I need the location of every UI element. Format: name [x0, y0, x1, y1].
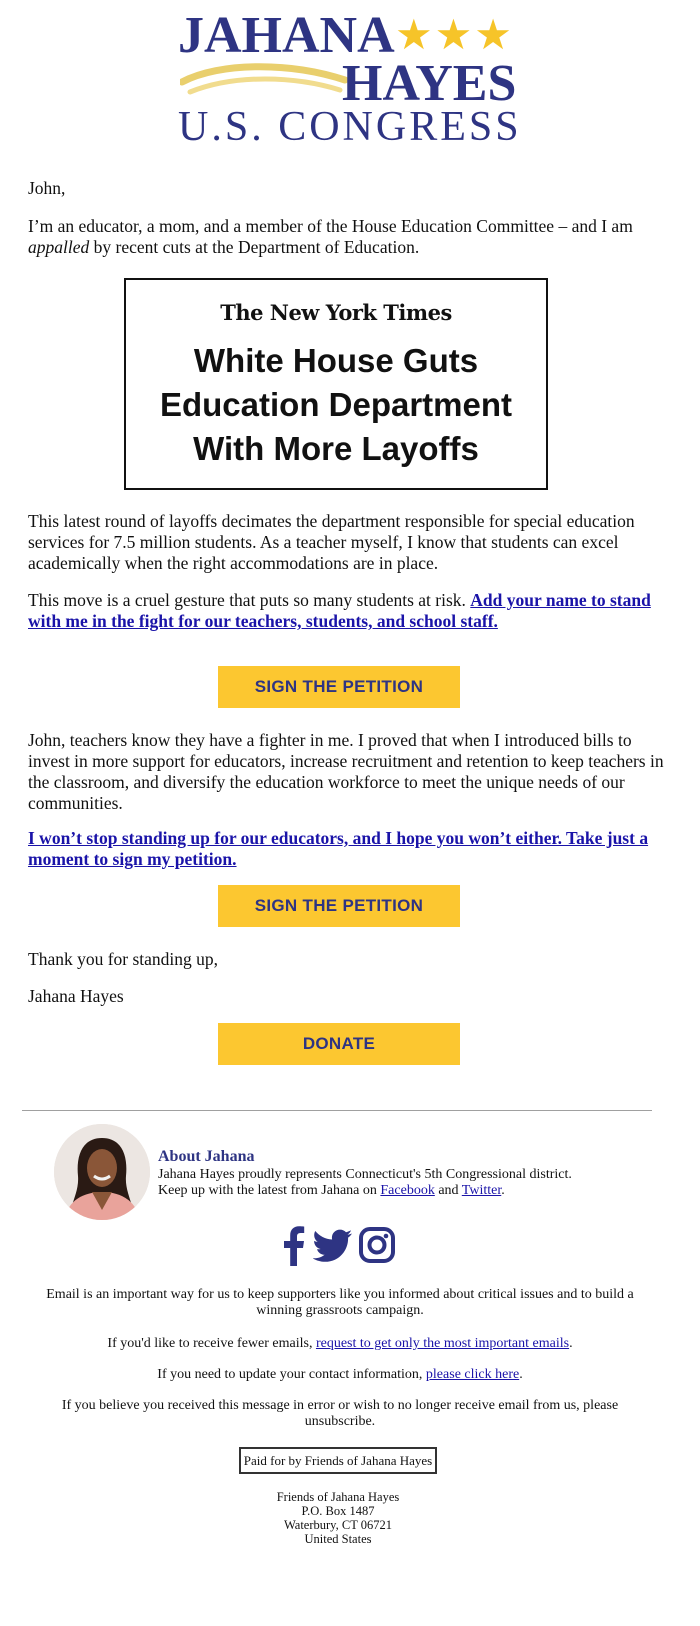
facebook-link[interactable]: Facebook: [380, 1183, 435, 1198]
nyt-masthead: The New York Times: [220, 300, 452, 325]
email-importance-note: Email is an important way for us to keep supporters like you informed about critical issues and to build a winning grassroots campaign.: [46, 1287, 634, 1318]
add-your-name-link[interactable]: Add your name to stand with me in the fight for our teachers, students, and school staff.: [28, 590, 651, 631]
unsubscribe-note: If you believe you received this message in error or wish to no longer receive email from us, please unsubscribe.: [61, 1398, 619, 1429]
instagram-icon[interactable]: [359, 1224, 395, 1266]
logo-last-name: HAYES: [342, 55, 517, 112]
about-and: and: [434, 1183, 462, 1198]
portrait-image: [54, 1124, 150, 1220]
nyt-headline-card: [124, 278, 548, 490]
about-line-2-text: Keep up with the latest from Jahana on: [158, 1183, 381, 1198]
update-contact-period: .: [519, 1367, 523, 1382]
fewer-emails-link[interactable]: request to get only the most important emails: [315, 1336, 570, 1351]
about-title: About Jahana: [158, 1148, 255, 1165]
about-line-1: Jahana Hayes proudly represents Connecticut's 5th Congressional district.: [158, 1167, 572, 1182]
about-line-2: [158, 1183, 638, 1199]
about-period: .: [501, 1183, 505, 1198]
logo-stars: ★★★: [395, 10, 514, 59]
address-line: Waterbury, CT 06721: [283, 1518, 392, 1532]
address-line: P.O. Box 1487: [301, 1504, 375, 1518]
fewer-emails-text: If you'd like to receive fewer emails,: [107, 1336, 316, 1351]
address-line: United States: [304, 1532, 372, 1546]
logo-first-name: JAHANA: [178, 7, 395, 64]
sign-petition-button[interactable]: SIGN THE PETITION: [218, 666, 460, 708]
twitter-link[interactable]: Twitter: [461, 1183, 502, 1198]
fighter-paragraph: John, teachers know they have a fighter in me. I proved that when I introduced bills to invest in more support for educators, increase recruitment and retention to keep teachers in the classroom, and diversify the education workforce to meet the unique needs of our communities.: [28, 730, 664, 813]
mailing-address: [200, 1490, 476, 1546]
logo-office: U.S. CONGRESS: [178, 104, 522, 150]
layoffs-paragraph: This latest round of layoffs decimates the department responsible for special education services for 7.5 million students. As a teacher myself, I know that students can excel academically when the right accommodations are in place.: [28, 511, 635, 573]
about-text: [158, 1167, 638, 1199]
greeting: John,: [28, 178, 66, 198]
thanks-text: Thank you for standing up,: [28, 949, 219, 969]
nyt-headline: White House Guts Education Department With More Layoffs: [159, 342, 513, 467]
paid-for-disclaimer: Paid for by Friends of Jahana Hayes: [239, 1447, 437, 1474]
twitter-icon[interactable]: [313, 1224, 353, 1266]
cta-paragraph: [28, 828, 668, 870]
footer-divider: [22, 1110, 652, 1111]
donate-button[interactable]: DONATE: [218, 1023, 460, 1065]
sign-petition-link[interactable]: I won’t stop standing up for our educators, and I hope you won’t either. Take just a moment to sign my petition.: [28, 828, 649, 869]
cruel-gesture-text: This move is a cruel gesture that puts so many students at risk.: [28, 590, 471, 610]
update-contact-note: [40, 1367, 640, 1383]
intro-text-end: by recent cuts at the Department of Education.: [89, 237, 420, 257]
address-line: Friends of Jahana Hayes: [276, 1490, 400, 1504]
logo-swoosh-graphic: [180, 60, 350, 100]
update-contact-text: If you need to update your contact information,: [157, 1367, 426, 1382]
fewer-emails-note: [40, 1336, 640, 1352]
intro-emphasis: appalled: [28, 237, 90, 257]
facebook-icon[interactable]: [282, 1224, 306, 1266]
update-contact-link[interactable]: please click here: [425, 1367, 520, 1382]
intro-paragraph: [28, 216, 668, 258]
avatar: [54, 1124, 150, 1220]
campaign-logo: [0, 0, 700, 160]
intro-text: I’m an educator, a mom, and a member of the House Education Committee – and I am: [28, 216, 633, 236]
signature-text: Jahana Hayes: [28, 986, 124, 1006]
sign-petition-button-2[interactable]: SIGN THE PETITION: [218, 885, 460, 927]
fewer-emails-period: .: [569, 1336, 573, 1351]
cruel-gesture-paragraph: [28, 590, 668, 632]
